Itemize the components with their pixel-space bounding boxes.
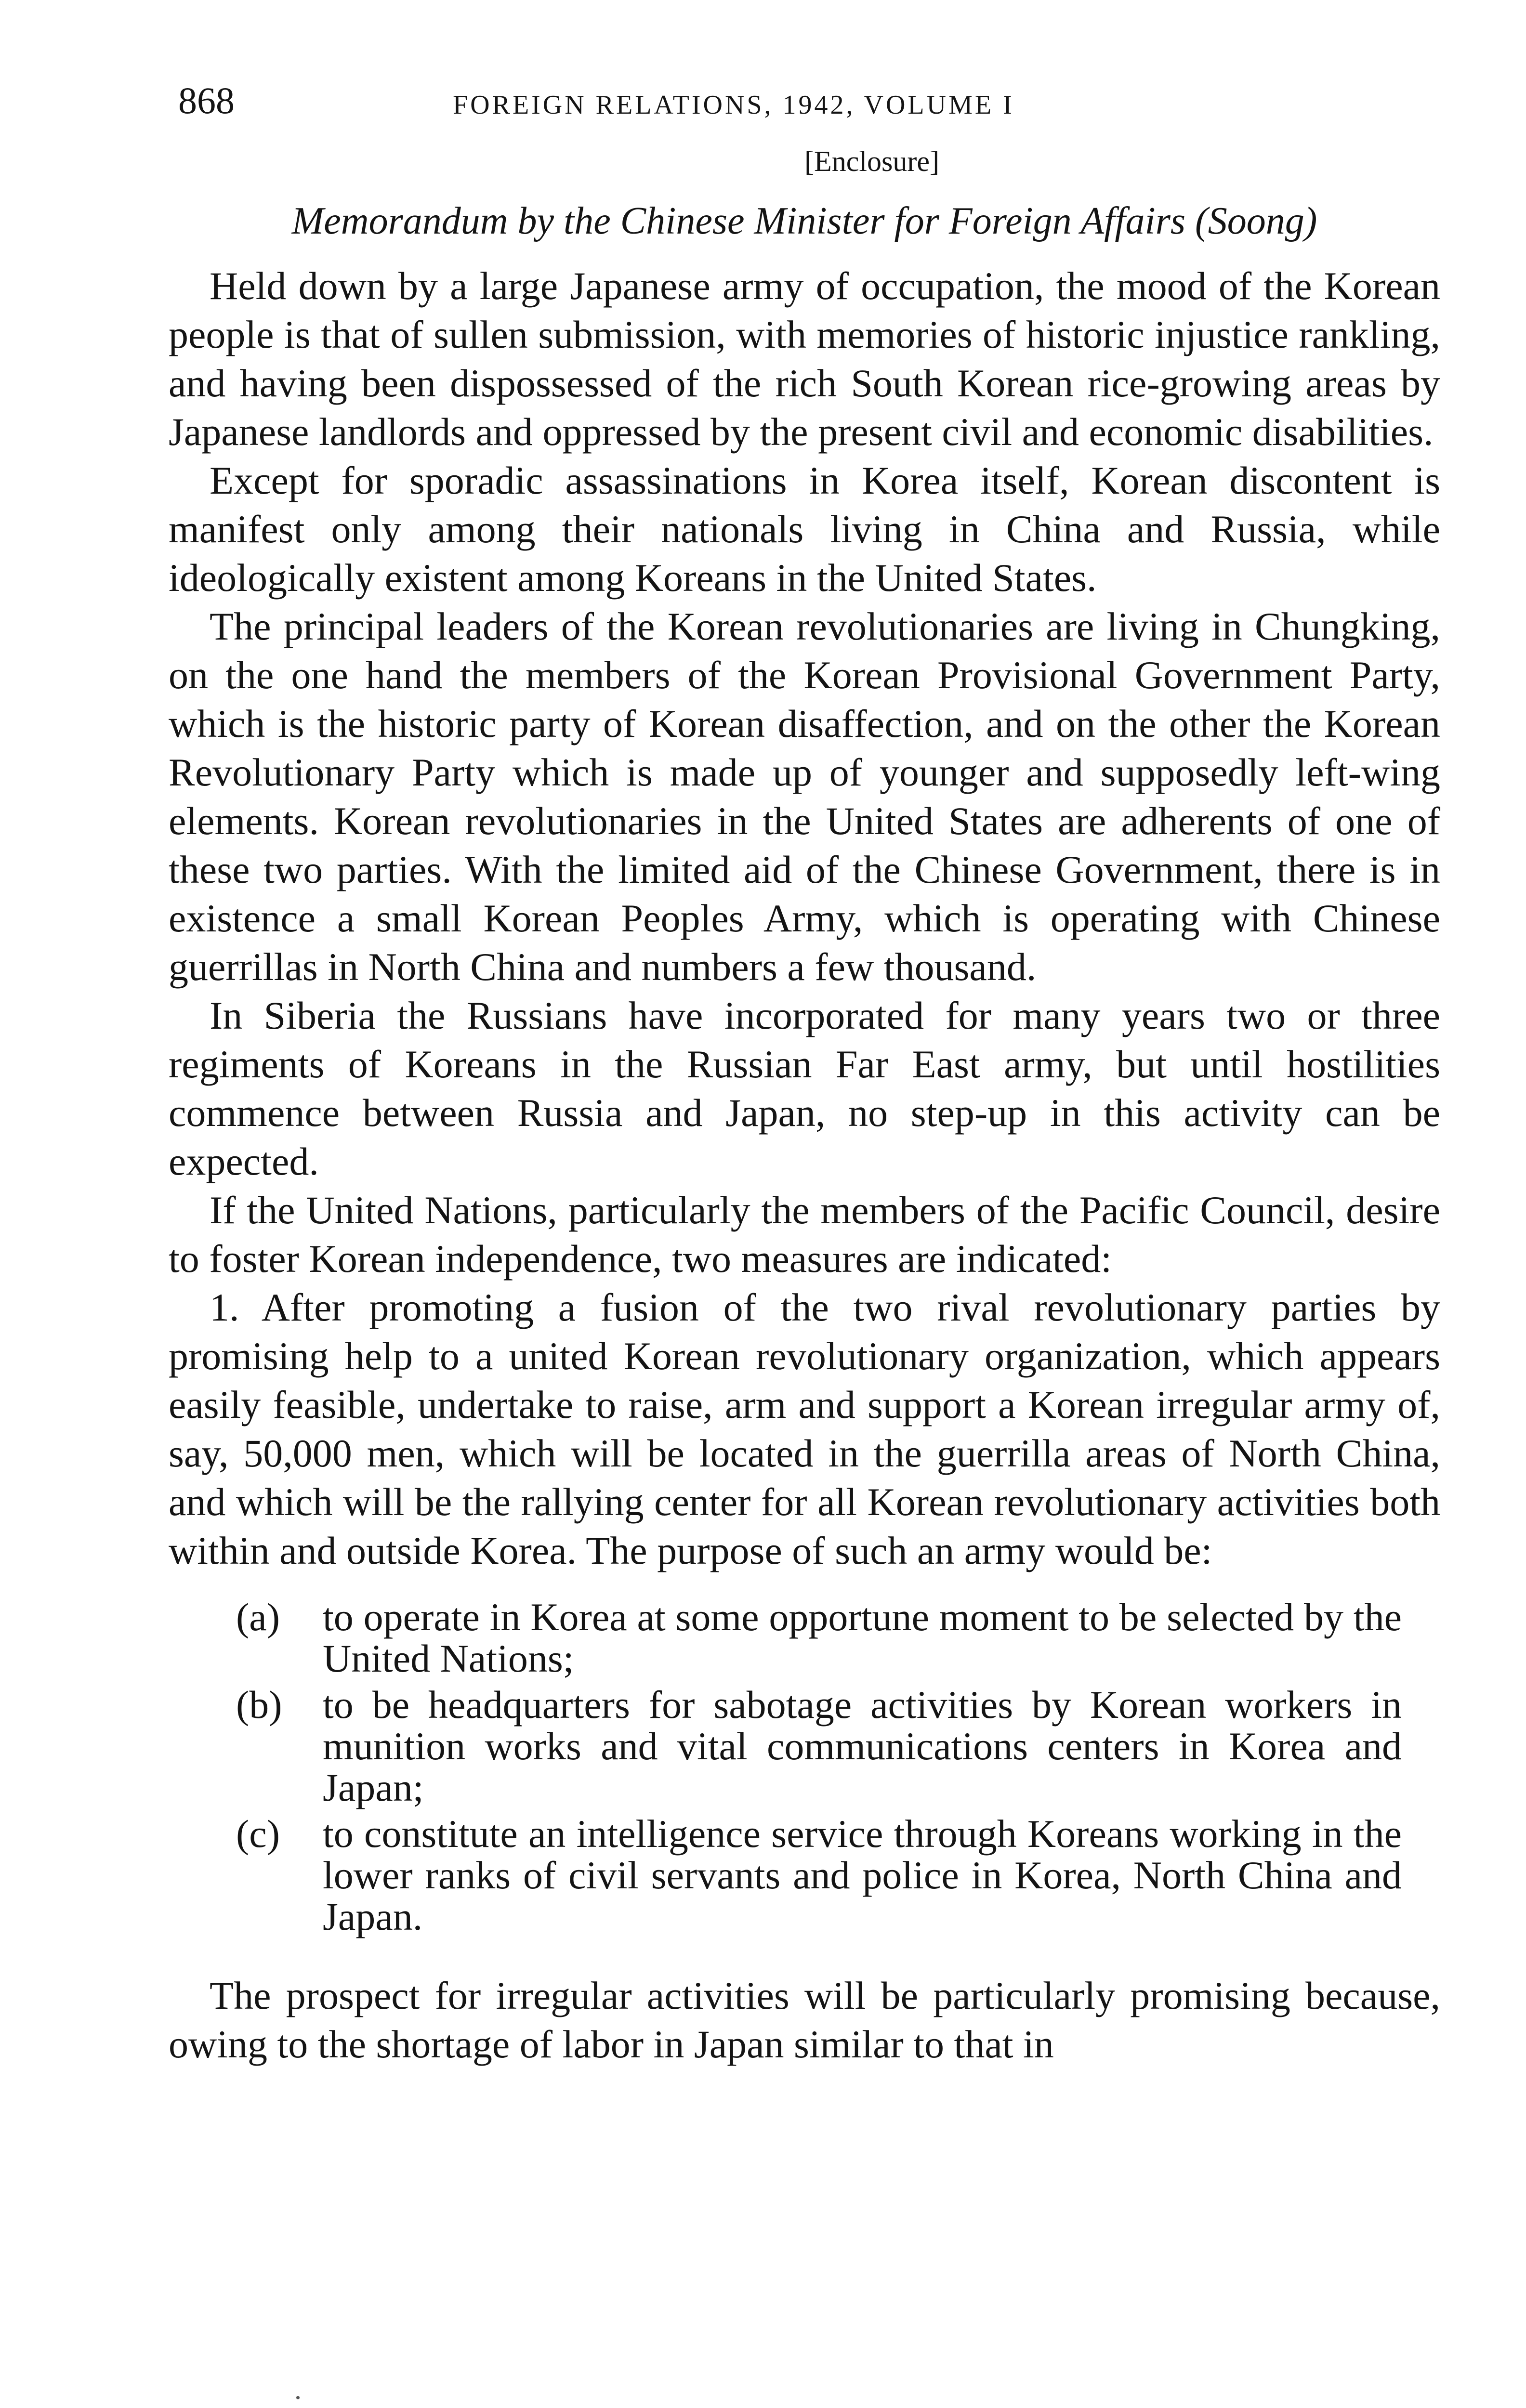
document-page — [169, 72, 1440, 2068]
paragraph: The principal leaders of the Korean revolutionaries are living in Chungking, on the one hand the members of the Korean Provisional Government Party, which is the historic party of Korean disaffection, and on the other the Korean Revolutionary Party which is made up of younger and supposedly left-wing elements. Korean revolutionaries in the United States are adherents of one of these two parties. With the limited aid of the Chinese Government, there is in existence a small Korean Peoples Army, which is operating with Chinese guerrillas in North China and numbers a few thousand. — [169, 604, 1440, 989]
running-head — [169, 72, 1440, 135]
list-item — [169, 1597, 1440, 1679]
page-number: 868 — [178, 79, 235, 121]
list-item-text: to operate in Korea at some opportune moment to be selected by the United Nations; — [323, 1595, 1402, 1680]
paragraph: The prospect for irregular activities will be particularly promising because, owing to the shortage of labor in Japan similar to that in — [169, 1974, 1440, 2066]
list-marker: (c) — [236, 1812, 280, 1856]
list-marker: (b) — [236, 1683, 282, 1727]
purpose-list — [169, 1597, 1440, 1937]
paragraph: Held down by a large Japanese army of occupation, the mood of the Korean people is that of sullen submission, with memories of historic injustice rankling, and having been dispossessed of the rich South Korean rice-growing areas by Japanese landlords and oppressed by the present civil and economic disabilities. — [169, 264, 1440, 454]
paragraph: 1. After promoting a fusion of the two rival revolutionary parties by promising help to a united Korean revolutionary organization, which appears easily feasible, undertake to raise, arm and support a Korean irregular army of, say, 50,000 men, which will be located in the guerrilla areas of North China, and which will be the rallying center for all Korean revolutionary activities both within and outside Korea. The purpose of such an army would be: — [169, 1285, 1440, 1572]
enclosure-label: [Enclosure] — [804, 145, 939, 177]
print-speck — [296, 2396, 300, 2399]
list-item-text: to constitute an intelligence service through Koreans working in the lower ranks of civil servants and police in Korea, North China and Japan. — [323, 1812, 1402, 1938]
paragraph: Except for sporadic assassinations in Korea itself, Korean discontent is manifest only among their nationals living in China and Russia, while ideologically existent among Koreans in the United States. — [169, 458, 1440, 600]
memo-body — [169, 262, 1440, 1575]
closing-section — [169, 1971, 1440, 2068]
running-title: FOREIGN RELATIONS, 1942, VOLUME I — [453, 90, 1014, 120]
list-item-text: to be headquarters for sabotage activities by Korean workers in munition works and vital communications centers in Korea and Japan; — [323, 1683, 1402, 1809]
list-marker: (a) — [236, 1595, 280, 1639]
memo-title: Memorandum by the Chinese Minister for Foreign Affairs (Soong) — [291, 200, 1317, 242]
paragraph: If the United Nations, particularly the members of the Pacific Council, desire to foster Korean independence, two measures are indicated: — [169, 1188, 1440, 1281]
list-item — [169, 1684, 1440, 1808]
paragraph: In Siberia the Russians have incorporated for many years two or three regiments of Koreans in the Russian Far East army, but until hostilities commence between Russia and Japan, no step-up in this activity can be expected. — [169, 994, 1440, 1183]
list-item — [169, 1813, 1440, 1937]
